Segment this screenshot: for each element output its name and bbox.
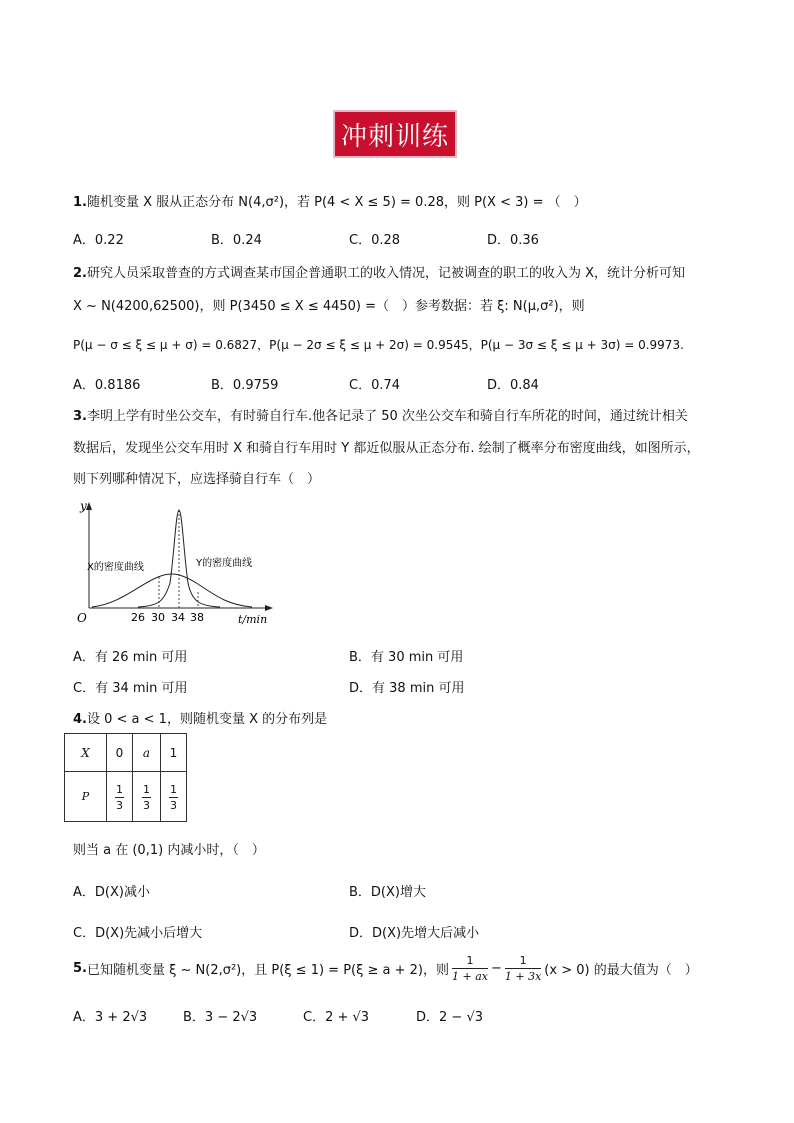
fraction-one-third: $\frac{1}{3}$ [170, 783, 177, 812]
distribution-table [64, 733, 187, 822]
question-2 [73, 262, 685, 281]
minus-sign: − [490, 961, 502, 976]
table-cell [161, 772, 187, 822]
fraction-1: 1 1 + ax [451, 954, 488, 983]
q1-option-a[interactable]: A．0.22 [73, 233, 124, 248]
table-cell: 1 [161, 734, 187, 772]
fraction-one-third: $\frac{1}{3}$ [143, 783, 150, 812]
q2-option-c[interactable]: C．0.74 [349, 378, 401, 393]
q4-option-c[interactable]: C．D(X)先减小后增大 [73, 926, 203, 941]
q4-option-d[interactable]: D．D(X)先增大后减小 [349, 926, 480, 941]
question-5 [73, 955, 698, 982]
question-4-prompt: 则当 a 在 (0,1) 内减小时，（ ） [73, 843, 265, 858]
question-text-line1: 李明上学有时坐公交车，有时骑自行车.他各记录了 50 次坐公交车和骑自行车所花的时间，通过统计相关 [86, 409, 688, 424]
x-curve-label: X的密度曲线 [87, 562, 144, 573]
question-number: 2. [73, 266, 87, 281]
q3-option-d[interactable]: D．有 38 min 可用 [349, 681, 465, 696]
x-density-curve [92, 574, 252, 607]
table-cell: X [65, 734, 107, 772]
question-1 [73, 191, 587, 210]
table-cell [133, 772, 161, 822]
question-number: 1. [73, 195, 87, 210]
y-curve-label: Y的密度曲线 [196, 558, 253, 569]
question-3 [73, 405, 688, 424]
table-cell [107, 772, 133, 822]
tick-26: 26 [131, 611, 145, 624]
q5-option-a[interactable]: A．3 + 2√3 [73, 1010, 148, 1025]
tick-34: 34 [171, 611, 185, 624]
q5-option-b[interactable]: B．3 − 2√3 [183, 1010, 258, 1025]
question-text-a: 已知随机变量 ξ ~ N(2,σ²)，且 P(ξ ≤ 1) = P(ξ ≥ a + 2)，则 [86, 963, 449, 978]
table-row [65, 772, 187, 822]
question-text-b: (x > 0) 的最大值为（ ） [544, 963, 698, 978]
question-number: 4. [73, 712, 87, 727]
q5-option-d[interactable]: D．2 − √3 [416, 1010, 483, 1025]
origin-label: O [77, 611, 87, 625]
x-axis-label: t/min [238, 613, 268, 626]
question-text-line1: 研究人员采取普查的方式调查某市国企普通职工的收入情况，记被调查的职工的收入为 X，统计分析可知 [86, 266, 686, 281]
question-text: 随机变量 X 服从正态分布 N(4,σ²)，若 P(4 < X ≤ 5) = 0.28，则 P(X < 3) = （ ） [86, 195, 587, 210]
y-axis-arrow [86, 502, 92, 510]
q2-option-d[interactable]: D．0.84 [487, 378, 539, 393]
question-text-line2: 数据后，发现坐公交车用时 X 和骑自行车用时 Y 都近似服从正态分布. 绘制了概率分布密度曲线，如图所示， [73, 441, 700, 456]
y-axis-label: y [80, 499, 87, 513]
q4-option-a[interactable]: A．D(X)减小 [73, 885, 150, 900]
question-text: 设 0 < a < 1，则随机变量 X 的分布列是 [86, 712, 328, 727]
tick-38: 38 [190, 611, 204, 624]
x-axis-arrow [265, 605, 273, 611]
table-row [65, 734, 187, 772]
q3-option-c[interactable]: C．有 34 min 可用 [73, 681, 188, 696]
section-title-banner: 冲刺训练 [333, 110, 457, 158]
q1-option-d[interactable]: D．0.36 [487, 233, 539, 248]
question-number: 3. [73, 409, 87, 424]
tick-30: 30 [151, 611, 165, 624]
table-cell: a [133, 734, 161, 772]
question-text-line2: X ~ N(4200,62500)，则 P(3450 ≤ X ≤ 4450) =（ ）参考数据：若 ξ: N(μ,σ²)，则 [73, 299, 585, 314]
q3-option-b[interactable]: B．有 30 min 可用 [349, 650, 464, 665]
q1-option-c[interactable]: C．0.28 [349, 233, 401, 248]
q4-option-b[interactable]: B．D(X)增大 [349, 885, 426, 900]
q3-option-a[interactable]: A．有 26 min 可用 [73, 650, 188, 665]
q2-option-b[interactable]: B．0.9759 [211, 378, 279, 393]
density-curve-figure [70, 498, 282, 628]
question-text-line3: P(μ − σ ≤ ξ ≤ μ + σ) = 0.6827，P(μ − 2σ ≤ ξ ≤ μ + 2σ) = 0.9545，P(μ − 3σ ≤ ξ ≤ μ + 3σ) = 0.9973. [73, 338, 684, 352]
q1-option-b[interactable]: B．0.24 [211, 233, 262, 248]
fraction-2: 1 1 + 3x [504, 954, 542, 983]
question-text-line3: 则下列哪种情况下，应选择骑自行车（ ） [73, 472, 321, 487]
table-cell: P [65, 772, 107, 822]
q5-option-c[interactable]: C．2 + √3 [303, 1010, 370, 1025]
question-4 [73, 708, 327, 727]
fraction-one-third: $\frac{1}{3}$ [116, 783, 123, 812]
q2-option-a[interactable]: A．0.8186 [73, 378, 141, 393]
question-number: 5. [73, 961, 87, 976]
table-cell: 0 [107, 734, 133, 772]
